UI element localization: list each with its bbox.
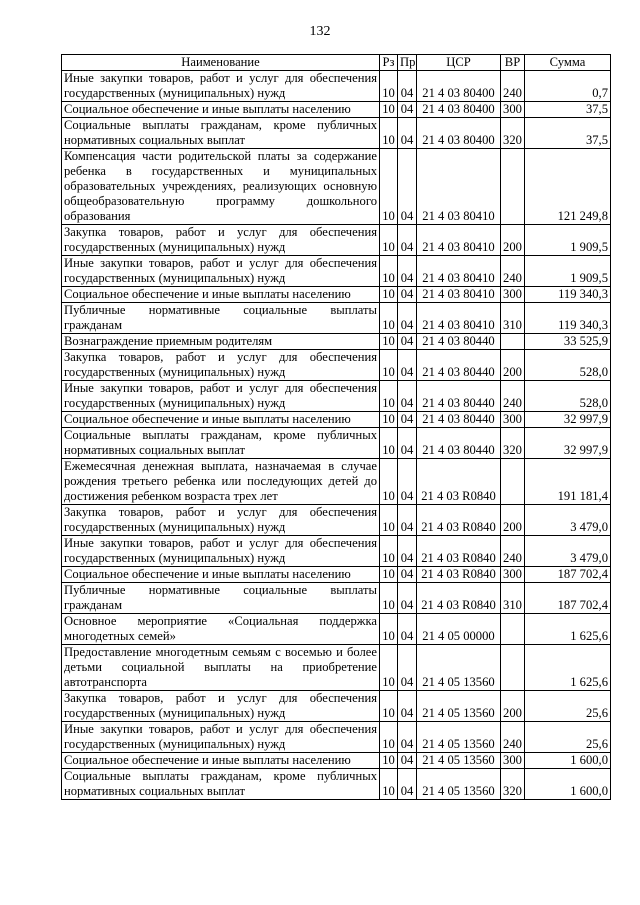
cell-pr: 04: [398, 350, 417, 381]
cell-vr: 300: [501, 102, 525, 118]
cell-vr: 240: [501, 722, 525, 753]
cell-pr: 04: [398, 428, 417, 459]
cell-name: Социальные выплаты гражданам, кроме публичных нормативных социальных выплат: [62, 769, 380, 800]
cell-sum: 3 479,0: [525, 536, 611, 567]
cell-vr: 310: [501, 583, 525, 614]
cell-csr: 21 4 03 80410: [417, 256, 501, 287]
table-row: [62, 118, 611, 149]
cell-vr: [501, 645, 525, 691]
cell-sum: 191 181,4: [525, 459, 611, 505]
cell-sum: 1 909,5: [525, 225, 611, 256]
cell-sum: 0,7: [525, 71, 611, 102]
cell-csr: 21 4 03 80440: [417, 428, 501, 459]
cell-name: Социальное обеспечение и иные выплаты населению: [62, 753, 380, 769]
cell-name: Иные закупки товаров, работ и услуг для обеспечения государственных (муниципальных) нужд: [62, 381, 380, 412]
cell-rz: 10: [380, 350, 398, 381]
cell-vr: [501, 614, 525, 645]
cell-vr: 300: [501, 567, 525, 583]
cell-vr: 320: [501, 769, 525, 800]
cell-rz: 10: [380, 428, 398, 459]
table-row: [62, 225, 611, 256]
cell-vr: [501, 149, 525, 225]
cell-pr: 04: [398, 102, 417, 118]
cell-name: Социальные выплаты гражданам, кроме публичных нормативных социальных выплат: [62, 118, 380, 149]
cell-vr: 300: [501, 287, 525, 303]
cell-rz: 10: [380, 71, 398, 102]
cell-rz: 10: [380, 256, 398, 287]
cell-name: Иные закупки товаров, работ и услуг для обеспечения государственных (муниципальных) нужд: [62, 256, 380, 287]
cell-name: Ежемесячная денежная выплата, назначаемая в случае рождения третьего ребенка или последующих детей до достижения ребенком возраста трех лет: [62, 459, 380, 505]
cell-pr: 04: [398, 287, 417, 303]
cell-csr: 21 4 03 80410: [417, 225, 501, 256]
cell-csr: 21 4 03 80440: [417, 412, 501, 428]
cell-pr: 04: [398, 412, 417, 428]
cell-pr: 04: [398, 614, 417, 645]
cell-csr: 21 4 03 80410: [417, 303, 501, 334]
cell-csr: 21 4 03 80440: [417, 350, 501, 381]
cell-sum: 1 600,0: [525, 769, 611, 800]
cell-name: Предоставление многодетным семьям с восемью и более детьми социальной выплаты на приобретение автотранспорта: [62, 645, 380, 691]
table-row: [62, 753, 611, 769]
cell-name: Иные закупки товаров, работ и услуг для обеспечения государственных (муниципальных) нужд: [62, 71, 380, 102]
cell-sum: 119 340,3: [525, 287, 611, 303]
cell-pr: 04: [398, 256, 417, 287]
cell-sum: 37,5: [525, 118, 611, 149]
table-row: [62, 412, 611, 428]
cell-sum: 119 340,3: [525, 303, 611, 334]
cell-sum: 121 249,8: [525, 149, 611, 225]
cell-name: Социальное обеспечение и иные выплаты населению: [62, 102, 380, 118]
cell-name: Социальное обеспечение и иные выплаты населению: [62, 412, 380, 428]
cell-rz: 10: [380, 753, 398, 769]
cell-name: Публичные нормативные социальные выплаты гражданам: [62, 583, 380, 614]
cell-pr: 04: [398, 334, 417, 350]
cell-sum: 32 997,9: [525, 412, 611, 428]
cell-pr: 04: [398, 722, 417, 753]
cell-pr: 04: [398, 303, 417, 334]
cell-rz: 10: [380, 118, 398, 149]
cell-csr: 21 4 03 80440: [417, 334, 501, 350]
cell-rz: 10: [380, 567, 398, 583]
cell-sum: 1 600,0: [525, 753, 611, 769]
cell-vr: [501, 459, 525, 505]
header-rz: Рз: [380, 55, 398, 71]
cell-pr: 04: [398, 536, 417, 567]
cell-name: Социальные выплаты гражданам, кроме публичных нормативных социальных выплат: [62, 428, 380, 459]
header-csr: ЦСР: [417, 55, 501, 71]
cell-csr: 21 4 03 80400: [417, 71, 501, 102]
cell-csr: 21 4 05 13560: [417, 691, 501, 722]
cell-rz: 10: [380, 102, 398, 118]
cell-name: Социальное обеспечение и иные выплаты населению: [62, 287, 380, 303]
cell-vr: 240: [501, 536, 525, 567]
cell-pr: 04: [398, 71, 417, 102]
table-row: [62, 691, 611, 722]
cell-sum: 32 997,9: [525, 428, 611, 459]
table-header-row: [62, 55, 611, 71]
cell-vr: 240: [501, 256, 525, 287]
cell-name: Вознаграждение приемным родителям: [62, 334, 380, 350]
cell-rz: 10: [380, 225, 398, 256]
cell-rz: 10: [380, 645, 398, 691]
header-pr: Пр: [398, 55, 417, 71]
table-row: [62, 71, 611, 102]
cell-rz: 10: [380, 536, 398, 567]
cell-csr: 21 4 03 R0840: [417, 583, 501, 614]
table-row: [62, 256, 611, 287]
cell-sum: 1 909,5: [525, 256, 611, 287]
cell-rz: 10: [380, 412, 398, 428]
cell-csr: 21 4 03 80400: [417, 118, 501, 149]
cell-rz: 10: [380, 769, 398, 800]
cell-name: Закупка товаров, работ и услуг для обеспечения государственных (муниципальных) нужд: [62, 225, 380, 256]
cell-name: Иные закупки товаров, работ и услуг для обеспечения государственных (муниципальных) нужд: [62, 722, 380, 753]
table-row: [62, 459, 611, 505]
cell-name: Компенсация части родительской платы за содержание ребенка в государственных и муниципальных образовательных учреждениях, реализующих основную общеобразовательную программу дошкольного образования: [62, 149, 380, 225]
cell-name: Закупка товаров, работ и услуг для обеспечения государственных (муниципальных) нужд: [62, 350, 380, 381]
cell-sum: 3 479,0: [525, 505, 611, 536]
cell-pr: 04: [398, 505, 417, 536]
cell-vr: 300: [501, 753, 525, 769]
cell-vr: 200: [501, 225, 525, 256]
cell-vr: 200: [501, 691, 525, 722]
cell-pr: 04: [398, 583, 417, 614]
cell-rz: 10: [380, 287, 398, 303]
table-row: [62, 334, 611, 350]
table-body: [62, 71, 611, 800]
budget-table: [61, 54, 611, 800]
cell-vr: 320: [501, 118, 525, 149]
cell-rz: 10: [380, 505, 398, 536]
cell-rz: 10: [380, 149, 398, 225]
table-row: [62, 583, 611, 614]
cell-csr: 21 4 03 R0840: [417, 536, 501, 567]
cell-pr: 04: [398, 645, 417, 691]
cell-csr: 21 4 03 80440: [417, 381, 501, 412]
cell-rz: 10: [380, 691, 398, 722]
cell-sum: 25,6: [525, 722, 611, 753]
cell-csr: 21 4 03 R0840: [417, 567, 501, 583]
cell-pr: 04: [398, 459, 417, 505]
cell-csr: 21 4 03 80410: [417, 149, 501, 225]
page-number: 132: [309, 24, 331, 39]
cell-name: Основное мероприятие «Социальная поддержка многодетных семей»: [62, 614, 380, 645]
table-row: [62, 303, 611, 334]
cell-csr: 21 4 05 13560: [417, 645, 501, 691]
cell-vr: 200: [501, 350, 525, 381]
table-row: [62, 287, 611, 303]
cell-rz: 10: [380, 459, 398, 505]
cell-csr: 21 4 03 R0840: [417, 505, 501, 536]
cell-vr: 200: [501, 505, 525, 536]
cell-pr: 04: [398, 225, 417, 256]
cell-pr: 04: [398, 753, 417, 769]
cell-pr: 04: [398, 691, 417, 722]
cell-csr: 21 4 05 13560: [417, 769, 501, 800]
cell-pr: 04: [398, 149, 417, 225]
cell-pr: 04: [398, 381, 417, 412]
cell-sum: 187 702,4: [525, 567, 611, 583]
cell-vr: 320: [501, 428, 525, 459]
cell-rz: 10: [380, 334, 398, 350]
cell-name: Публичные нормативные социальные выплаты гражданам: [62, 303, 380, 334]
cell-sum: 33 525,9: [525, 334, 611, 350]
cell-sum: 25,6: [525, 691, 611, 722]
cell-name: Закупка товаров, работ и услуг для обеспечения государственных (муниципальных) нужд: [62, 505, 380, 536]
cell-rz: 10: [380, 722, 398, 753]
header-name: Наименование: [62, 55, 380, 71]
cell-vr: 310: [501, 303, 525, 334]
table-row: [62, 505, 611, 536]
table-row: [62, 381, 611, 412]
cell-csr: 21 4 05 13560: [417, 722, 501, 753]
cell-pr: 04: [398, 769, 417, 800]
cell-csr: 21 4 05 13560: [417, 753, 501, 769]
cell-csr: 21 4 03 80400: [417, 102, 501, 118]
table-row: [62, 102, 611, 118]
cell-rz: 10: [380, 614, 398, 645]
table-row: [62, 614, 611, 645]
cell-vr: [501, 334, 525, 350]
cell-csr: 21 4 05 00000: [417, 614, 501, 645]
header-sum: Сумма: [525, 55, 611, 71]
header-vr: ВР: [501, 55, 525, 71]
cell-pr: 04: [398, 118, 417, 149]
table-row: [62, 645, 611, 691]
cell-rz: 10: [380, 381, 398, 412]
table-row: [62, 567, 611, 583]
cell-csr: 21 4 03 R0840: [417, 459, 501, 505]
cell-vr: 240: [501, 381, 525, 412]
cell-name: Закупка товаров, работ и услуг для обеспечения государственных (муниципальных) нужд: [62, 691, 380, 722]
table-row: [62, 722, 611, 753]
cell-name: Иные закупки товаров, работ и услуг для обеспечения государственных (муниципальных) нужд: [62, 536, 380, 567]
cell-vr: 240: [501, 71, 525, 102]
table-row: [62, 428, 611, 459]
table-row: [62, 350, 611, 381]
table-row: [62, 149, 611, 225]
cell-rz: 10: [380, 583, 398, 614]
cell-sum: 1 625,6: [525, 645, 611, 691]
cell-sum: 37,5: [525, 102, 611, 118]
cell-sum: 187 702,4: [525, 583, 611, 614]
cell-csr: 21 4 03 80410: [417, 287, 501, 303]
table-row: [62, 536, 611, 567]
table-row: [62, 769, 611, 800]
cell-pr: 04: [398, 567, 417, 583]
cell-name: Социальное обеспечение и иные выплаты населению: [62, 567, 380, 583]
cell-sum: 528,0: [525, 350, 611, 381]
cell-rz: 10: [380, 303, 398, 334]
cell-sum: 1 625,6: [525, 614, 611, 645]
cell-vr: 300: [501, 412, 525, 428]
cell-sum: 528,0: [525, 381, 611, 412]
